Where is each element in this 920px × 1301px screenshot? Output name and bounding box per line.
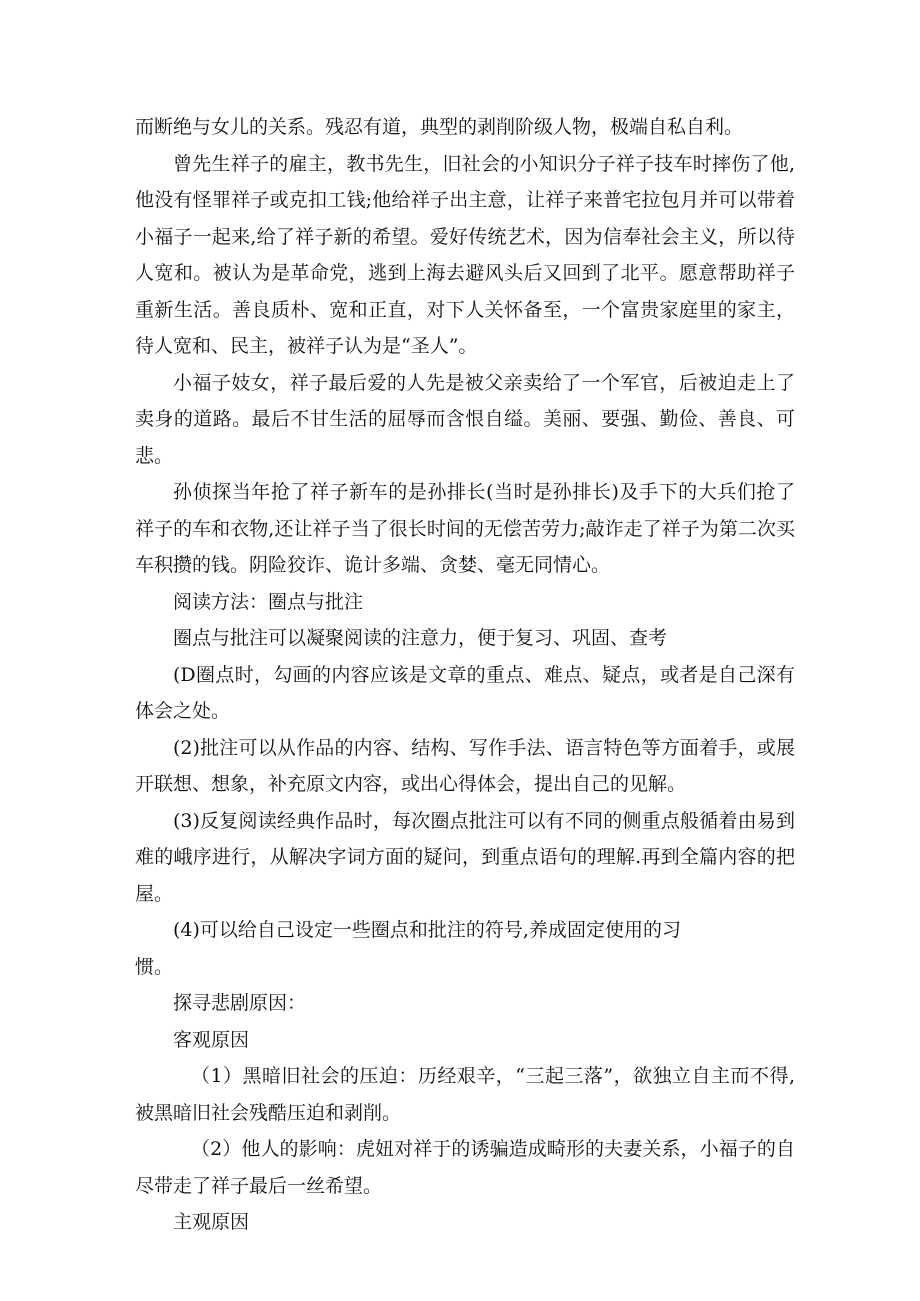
subheading-subjective-causes: 主观原因 xyxy=(173,1211,250,1233)
list-item-3: (3)反复阅读经典作品时，每次圈点批注可以有不同的侧重点般循着由易到难的峨序进行，从解决字词方面的疑问，到重点语句的理解.再到全篇内容的把屋。 xyxy=(135,809,795,905)
objective-cause-1: （1）黑暗旧社会的压迫：历经艰辛，“三起三落”，欲独立自主而不得,被黑暗旧社会残酷压迫和剥削。 xyxy=(135,1065,795,1124)
list-item-4: (4)可以给自己设定一些圈点和批注的符号,养成固定使用的习 xyxy=(173,919,681,941)
list-item-4-continued: 惯。 xyxy=(135,955,174,978)
subheading-objective-causes: 客观原因 xyxy=(173,1028,250,1051)
paragraph-xiao-fuzi: 小福子妓女，祥子最后爱的人先是被父亲卖给了一个军官，后被迫走上了卖身的道路。最后不甘生活的屈辱而含恨自缢。美丽、要强、勤俭、善良、可悲。 xyxy=(135,371,795,467)
objective-cause-2: （2）他人的影响：虎妞对祥于的诱骗造成畸形的夫妻关系，小福子的自尽带走了祥子最后一丝希望。 xyxy=(135,1138,795,1197)
list-item-2: (2)批注可以从作品的内容、结构、写作手法、语言特色等方面着手，或展开联想、想象，补充原文内容，或出心得体会，提出自己的见解。 xyxy=(135,736,795,795)
paragraph-annotation-purpose: 圈点与批注可以凝聚阅读的注意力，便于复习、巩固、查考 xyxy=(173,627,668,649)
list-item-1: (D圈点时，勾画的内容应该是文章的重点、难点、疑点，或者是自己深有体会之处。 xyxy=(135,663,795,722)
paragraph-tiger-summary: 而断绝与女儿的关系。残忍有道，典型的剥削阶级人物，极端自私自利。 xyxy=(135,116,744,138)
section-heading-reading-method: 阅读方法：圈点与批注 xyxy=(173,590,364,613)
document-body xyxy=(135,109,795,1241)
section-heading-tragedy-causes: 探寻悲剧原因： xyxy=(173,992,307,1014)
paragraph-mr-cao: 曾先生祥子的雇主，教书先生，旧社会的小知识分子祥子技车时摔伤了他,他没有怪罪祥子或克扣工钱;他给祥子出主意，让祥子来普宅拉包月并可以带着小福子一起来,给了祥子新的希望。爱好传统艺术，因为信奉社会主义，所以待人宽和。被认为是革命党，逃到上海去避风头后又回到了北平。愿意帮助祥子重新生活。善良质朴、宽和正直，对下人关怀备至，一个富贵家庭里的家主，待人宽和、民主，被祥子认为是“圣人”。 xyxy=(135,152,795,357)
paragraph-detective-sun: 孙侦探当年抢了祥子新车的是孙排长(当时是孙排长)及手下的大兵们抢了祥子的车和衣物,还让祥子当了很长时间的无偿苦劳力;敲诈走了祥子为第二次买车积攒的钱。阴险狡诈、诡计多端、贪婪、毫无同情心。 xyxy=(135,481,795,576)
